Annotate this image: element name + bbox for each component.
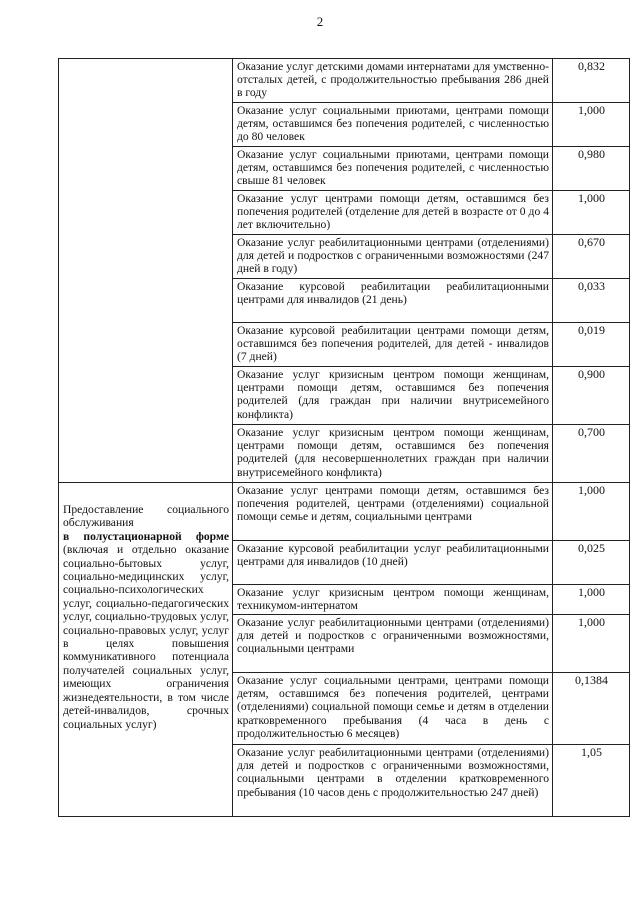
coefficient-value: 0,1384 bbox=[553, 673, 630, 745]
coefficient-value: 0,700 bbox=[553, 425, 630, 483]
coefficient-value: 0,025 bbox=[553, 541, 630, 585]
service-description: Оказание услуг центрами помощи детям, оставшимся без попечения родителей, центрами (отделениями) социальной помощи семье и детям, социальными центрами bbox=[233, 483, 553, 541]
coefficient-value: 0,019 bbox=[553, 323, 630, 367]
category-cell bbox=[59, 483, 233, 817]
table-row bbox=[59, 59, 630, 103]
category-cell bbox=[59, 59, 233, 483]
category-text: Предоставление социального обслуживания bbox=[63, 503, 229, 530]
service-description: Оказание услуг реабилитационными центрами (отделениями) для детей и подростков с ограниченными возможностями, социальными центрами в отделении кратковременного пребывания (10 часов день с продолжительностью 247 дней) bbox=[233, 745, 553, 817]
service-description: Оказание услуг детскими домами интернатами для умственно-отсталых детей, с продолжительностью пребывания 286 дней в году bbox=[233, 59, 553, 103]
service-description: Оказание услуг социальными приютами, центрами помощи детям, оставшимся без попечения родителей, с численностью до 80 человек bbox=[233, 103, 553, 147]
service-description: Оказание курсовой реабилитации центрами помощи детям, оставшимся без попечения родителей, для детей - инвалидов (7 дней) bbox=[233, 323, 553, 367]
service-description: Оказание услуг реабилитационными центрами (отделениями) для детей и подростков с ограниченными возможностями, социальными центрами bbox=[233, 615, 553, 673]
coefficient-value: 0,832 bbox=[553, 59, 630, 103]
service-description: Оказание услуг центрами помощи детям, оставшимся без попечения родителей (отделение для детей в возрасте от 0 до 4 лет включительно) bbox=[233, 191, 553, 235]
service-description: Оказание курсовой реабилитации реабилитационными центрами для инвалидов (21 день) bbox=[233, 279, 553, 323]
coefficient-value: 1,000 bbox=[553, 103, 630, 147]
table-row bbox=[59, 483, 630, 541]
coefficient-value: 0,980 bbox=[553, 147, 630, 191]
service-description: Оказание курсовой реабилитации услуг реабилитационными центрами для инвалидов (10 дней) bbox=[233, 541, 553, 585]
tariff-coefficient-table bbox=[58, 58, 630, 817]
service-description: Оказание услуг социальными приютами, центрами помощи детям, оставшимся без попечения родителей, с численностью свыше 81 человек bbox=[233, 147, 553, 191]
coefficient-value: 1,05 bbox=[553, 745, 630, 817]
coefficient-value: 1,000 bbox=[553, 191, 630, 235]
coefficient-value: 0,900 bbox=[553, 367, 630, 425]
coefficient-value: 0,033 bbox=[553, 279, 630, 323]
coefficient-value: 1,000 bbox=[553, 585, 630, 615]
service-description: Оказание услуг реабилитационными центрами (отделениями) для детей и подростков с ограниченными возможностями (247 дней в году) bbox=[233, 235, 553, 279]
category-form: в полустационарной форме bbox=[63, 529, 229, 543]
category-details: (включая и отдельно оказание социально-бытовых услуг, социально-медицинских услуг, социально-психологических услуг, социально-педагогических услуг, социально-трудовых услуг, социально-правовых услуг, услуг в целях повышения коммуникативного потенциала получателей социальных услуг, имеющих ограничения жизнедеятельности, в том числе детей-инвалидов, срочных социальных услуг) bbox=[63, 543, 229, 731]
coefficient-value: 1,000 bbox=[553, 483, 630, 541]
service-description: Оказание услуг кризисным центром помощи женщинам, техникумом-интернатом bbox=[233, 585, 553, 615]
coefficient-value: 0,670 bbox=[553, 235, 630, 279]
coefficient-value: 1,000 bbox=[553, 615, 630, 673]
service-description: Оказание услуг кризисным центром помощи женщинам, центрами помощи детям, оставшимся без попечения родителей (для граждан при наличии внутрисемейного конфликта) bbox=[233, 367, 553, 425]
service-description: Оказание услуг кризисным центром помощи женщинам, центрами помощи детям, оставшимся без попечения родителей (для несовершеннолетних граждан при наличии внутрисемейного конфликта) bbox=[233, 425, 553, 483]
service-description: Оказание услуг социальными центрами, центрами помощи детям, оставшимся без попечения родителей, центрами (отделениями) социальной помощи семье и детям в отделении кратковременного пребывания (4 часа в день с продолжительностью 6 месяцев) bbox=[233, 673, 553, 745]
page-number: 2 bbox=[316, 14, 324, 29]
